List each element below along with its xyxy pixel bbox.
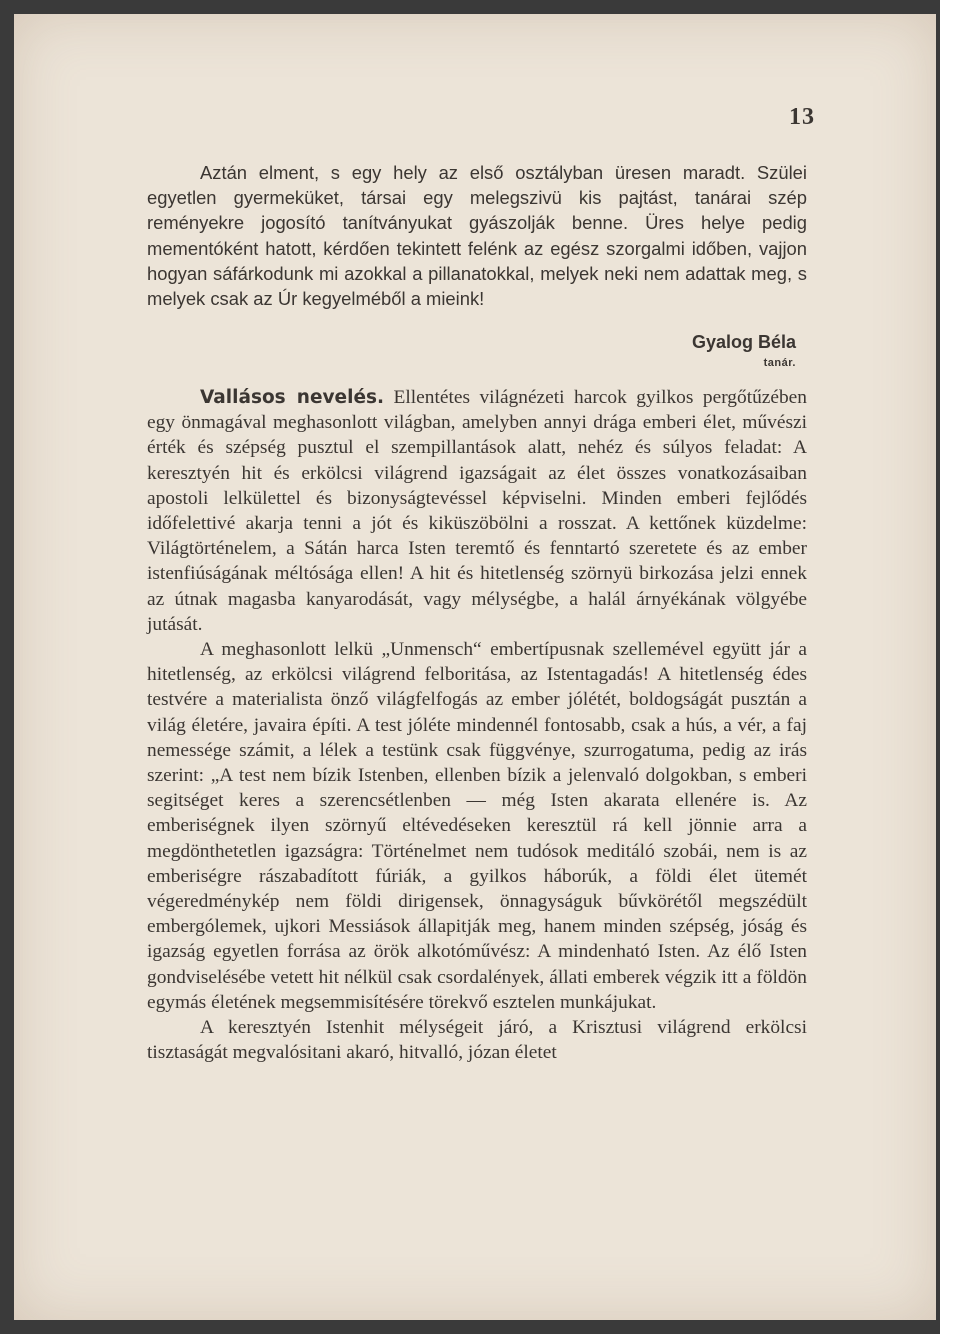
section-heading: Vallásos nevelés. bbox=[200, 387, 385, 408]
closing-paragraph-block bbox=[147, 160, 807, 311]
signature-name: Gyalog Béla bbox=[691, 332, 796, 352]
signature-role: tanár. bbox=[763, 357, 796, 369]
article-paragraph-1 bbox=[147, 385, 807, 637]
book-page bbox=[14, 14, 936, 1320]
article-paragraph-3: A keresztyén Istenhit mélységeit járó, a Krisztusi világrend erkölcsi tisztaságát megvalósitani akaró, hitvalló, józan életet bbox=[147, 1017, 807, 1064]
signature bbox=[692, 332, 796, 369]
article-vallasos-neveles bbox=[147, 385, 807, 1065]
scan-margin bbox=[940, 0, 960, 1334]
closing-paragraph: Aztán elment, s egy hely az első osztályban üresen maradt. Szülei egyetlen gyermeküket, társai egy melegszivü kis pajtást, tanárai szép reményekre jogosító tanítványukat gyászolják benne. Üres helye pedig mementóként hatott, kérdően tekintett felénk az egész szorgalmi időben, vajjon hogyan sáfárkodunk mi azokkal a pillanatokkal, melyek neki nem adattak meg, s melyek csak az Úr kegyelméből a mieink! bbox=[147, 162, 807, 310]
page-number: 13 bbox=[789, 104, 815, 130]
article-paragraph-1-text: Ellentétes világnézeti harcok gyilkos pergőtűzében egy önmagával meghasonlott világban, amelyben annyi drága emberi élet, művészi érték és szépség pusztul el szempillantások alatt, nehéz és súlyos feladat: A keresztyén hit és erkölcsi világrend igazságait az élet összes vonatkozásaiban apostoli lelkülettel és bizonyságtevéssel képviselni. Minden emberi fejlődés időfelettivé akarja tenni a jót és kiküszöbölni a rosszat. A kettőnek küzdelme: Világtörténelem, a Sátán harca Isten teremtő és fenntartó szeretete és az ember istenfiúságának méltósága ellen! A hit és hitetlenség szörnyü birkozása jelzi ennek az útnak magasba kanyarodását, vagy mélységbe, a halál árnyékának völgyébe jutását. bbox=[147, 387, 807, 635]
article-paragraph-2: A meghasonlott lelkü „Unmensch“ embertípusnak szellemével együtt jár a hitetlenség, az erkölcsi világrend felboritása, az Istentagadás! A hitetlenség édes testvére a materialista önző világfelfogás az ember jólétét, boldogságát pusztán a világ életére, javaira építi. A test jóléte mindennél fontosabb, csak a hús, a vér, a faj nemessége számit, a lélek a testünk csak függvénye, szurrogatuma, pedig az irás szerint: „A test nem bízik Istenben, ellenben bízik a jelenvaló dolgokban, s emberi segitséget keres a szerencsétlenben — még Isten akarata ellenére is. Az emberiségnek ilyen szörnyű eltévedéseken keresztül rá kell jönnie arra a megdönthetetlen igazságra: Történelmet nem tudósok meditáló szobái, nem is az emberiségre rászabadított fúriák, a gyilkos háborúk, a földi élet ütemét végeredménykép nem földi dirigensek, önnagyságuk bűvkörétől megszédült embergólemek, ujkori Messiások állapitják meg, hanem minden szépség, jóság és igazság egyetlen forrása az örök alkotóművész: A mindenható Isten. Az élő Isten gondviselésébe vetett hit nélkül csak csordalények, állati emberek végzik itt a földön egymás életének megsemmisítésére törekvő esztelen munkájukat. bbox=[147, 639, 807, 1013]
